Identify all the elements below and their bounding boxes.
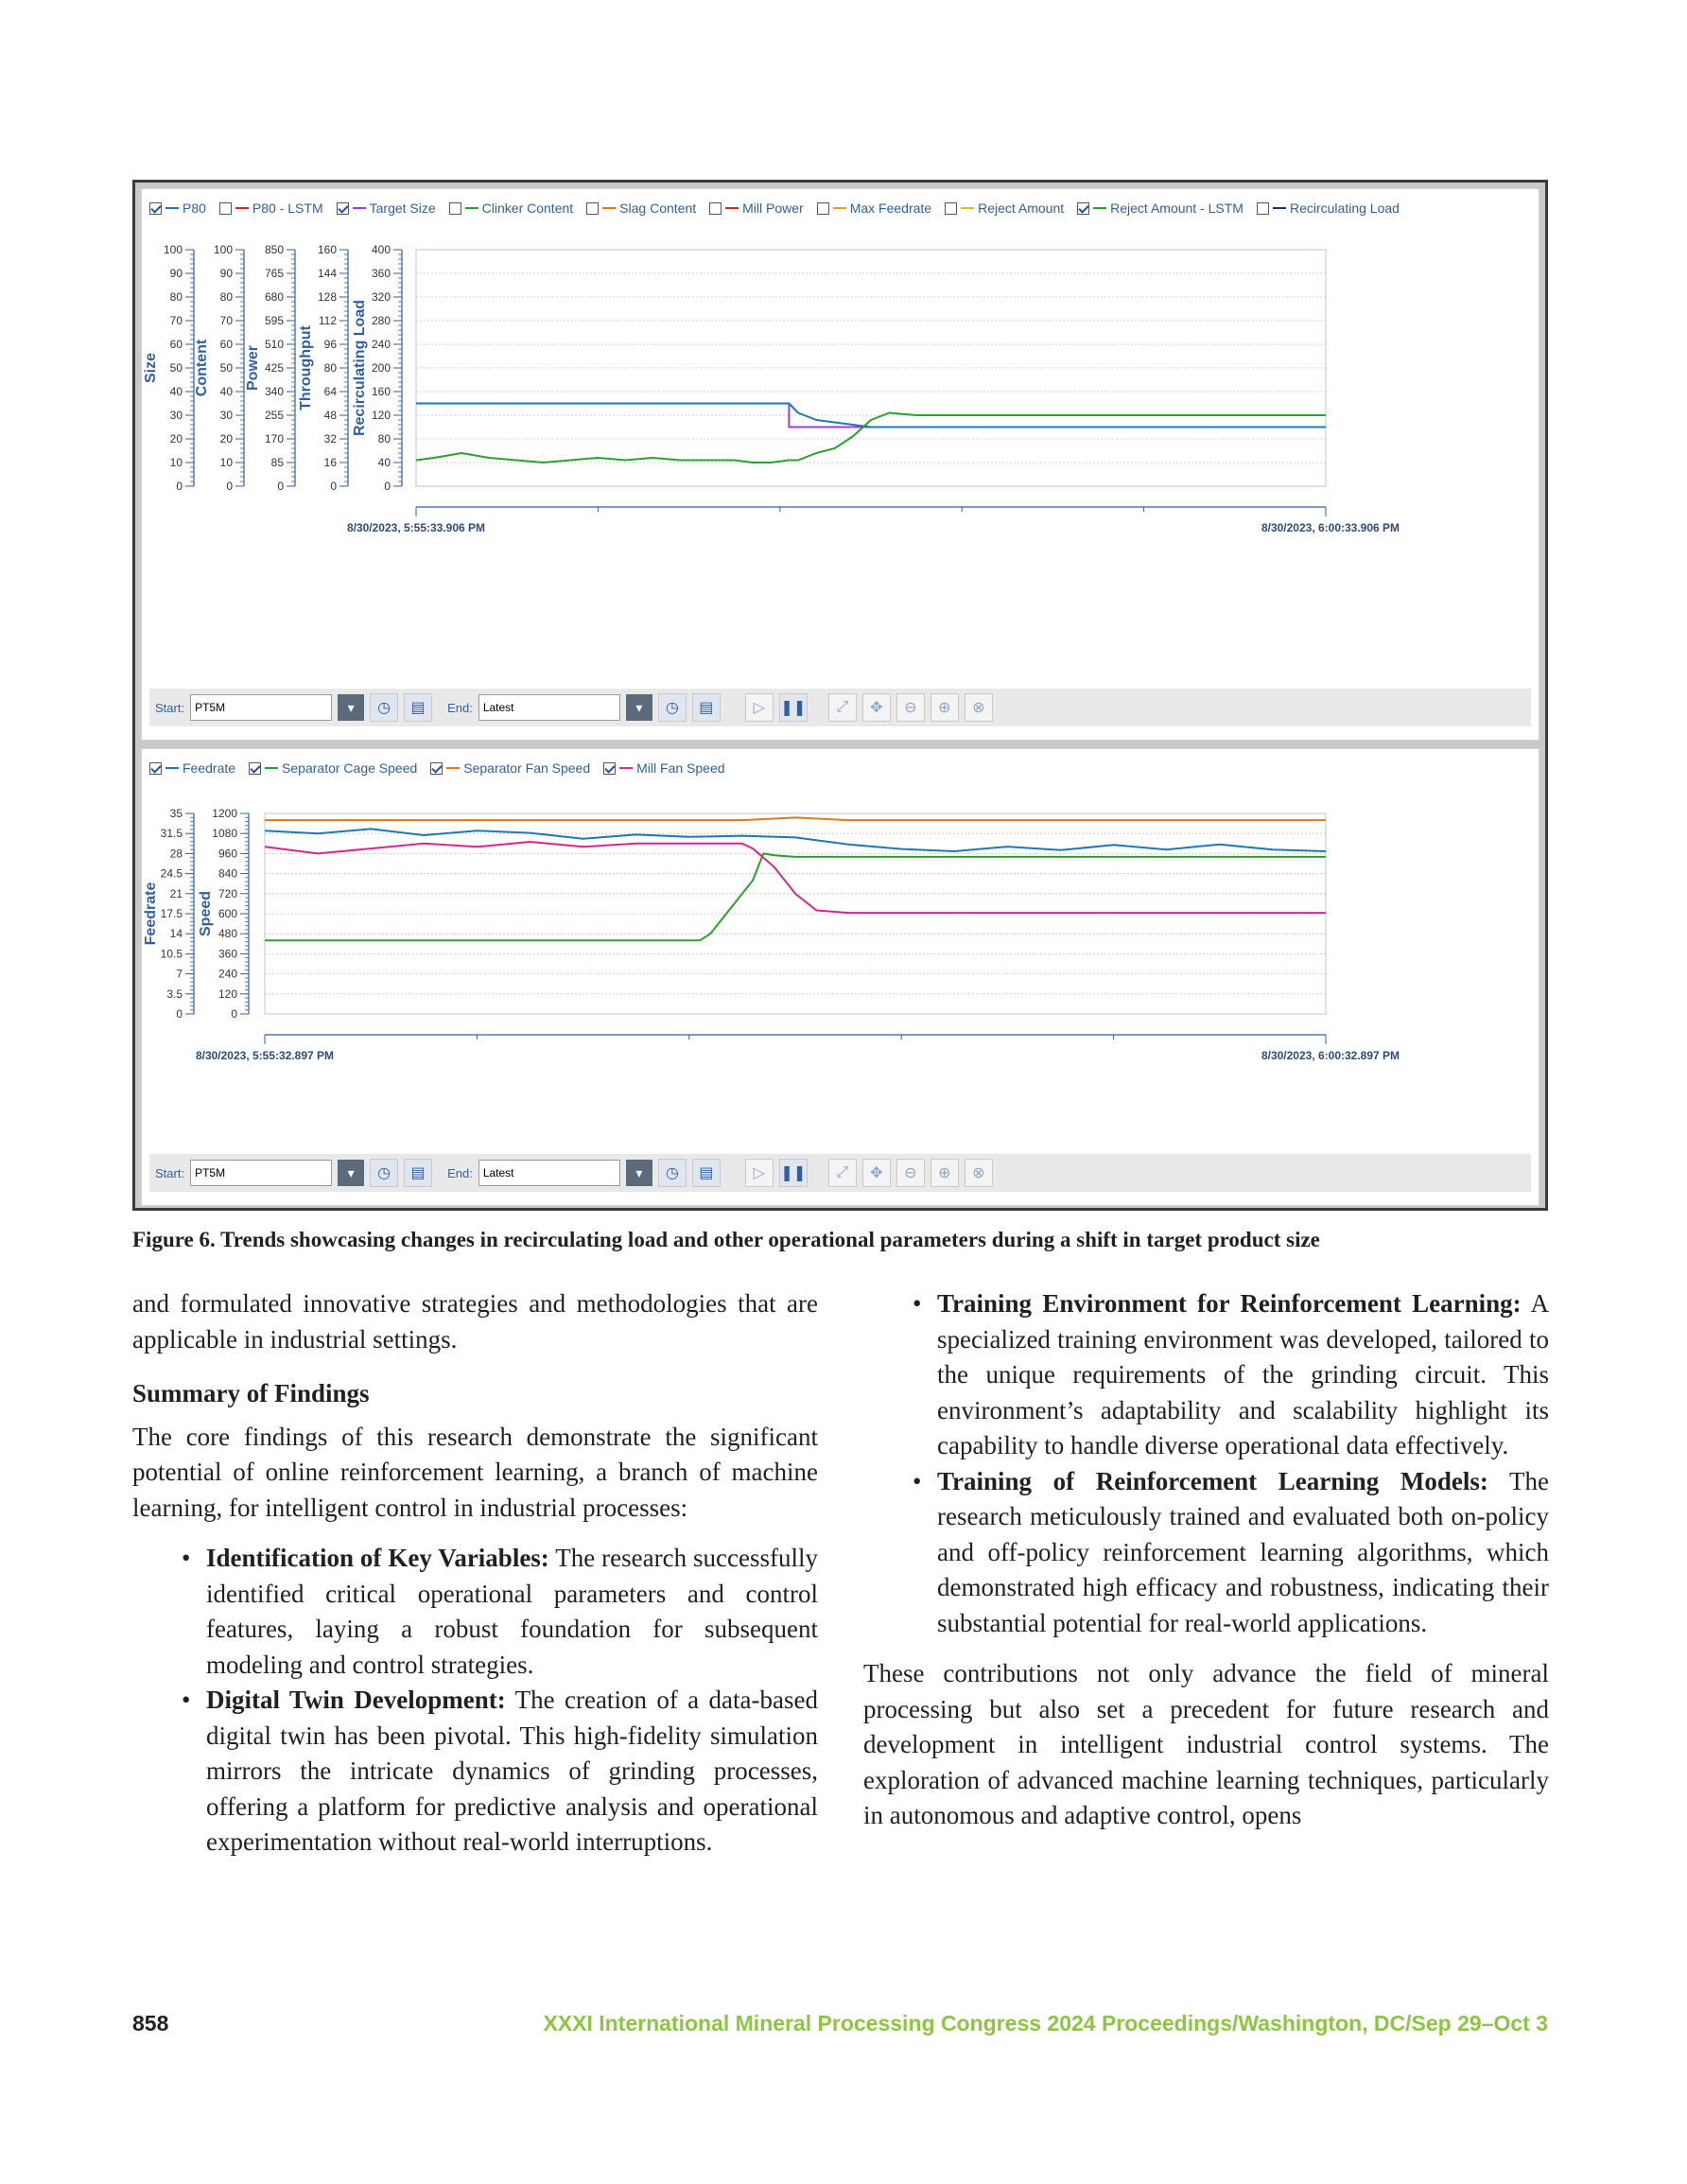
legend-item[interactable] xyxy=(1257,201,1400,216)
clock-icon[interactable]: ◷ xyxy=(658,693,687,722)
legend-item[interactable] xyxy=(337,201,436,216)
axis-title: Speed xyxy=(198,890,214,937)
zoom-out-icon[interactable]: ⊖ xyxy=(896,693,925,722)
bullet-title: Training Environment for Reinforcement Learning: xyxy=(937,1289,1522,1318)
reset-zoom-icon[interactable]: ⊗ xyxy=(965,1159,993,1187)
series-line xyxy=(265,842,1326,913)
legend-checkbox[interactable] xyxy=(219,202,232,215)
legend-item[interactable] xyxy=(149,201,206,216)
axis-tick-label: 0 xyxy=(226,480,233,493)
figure-caption: Figure 6. Trends showcasing changes in recirculating load and other operational parameters during a shift in target product size xyxy=(132,1228,1320,1251)
legend-label: P80 xyxy=(183,201,206,216)
left-column xyxy=(132,1286,818,1861)
legend-swatch xyxy=(833,207,846,209)
axis-tick-label: 40 xyxy=(377,456,391,469)
legend-swatch xyxy=(446,767,460,769)
top-toolbar xyxy=(149,689,1531,726)
axis-tick-label: 160 xyxy=(317,243,337,256)
axis-tick-label: 21 xyxy=(169,886,183,900)
calendar-icon[interactable]: ▤ xyxy=(404,1159,432,1187)
axis-tick-label: 17.5 xyxy=(160,907,183,920)
axis-tick-label: 35 xyxy=(169,807,183,820)
legend-checkbox[interactable] xyxy=(249,762,261,775)
axis-tick-label: 280 xyxy=(371,314,391,327)
move-icon[interactable]: ✥ xyxy=(862,1159,891,1187)
x-start-label: 8/30/2023, 5:55:32.897 PM xyxy=(195,1049,335,1062)
end-dropdown-button[interactable]: ▾ xyxy=(626,694,652,721)
axis-tick-label: 50 xyxy=(169,361,183,375)
axis-title: Throughput xyxy=(298,325,314,411)
legend-label: Recirculating Load xyxy=(1289,201,1400,216)
axis-tick-label: 28 xyxy=(169,847,183,861)
legend-item[interactable] xyxy=(249,760,417,776)
axis-tick-label: 0 xyxy=(384,480,391,493)
findings-paragraph: The core findings of this research demonstrate the significant potential of online reinforcement learning, a branch of machine learning, for intelligent control in industrial processes: xyxy=(132,1422,818,1522)
pan-icon[interactable]: ⤢ xyxy=(828,1159,857,1187)
bullet-title: Identification of Key Variables: xyxy=(206,1544,549,1572)
legend-swatch xyxy=(619,767,633,769)
start-label: Start: xyxy=(155,700,185,715)
zoom-out-icon[interactable]: ⊖ xyxy=(896,1159,925,1187)
axis-tick-label: 0 xyxy=(176,1007,183,1021)
bullet-icon: • xyxy=(182,1686,191,1714)
axis-tick-label: 30 xyxy=(219,409,233,422)
legend-item[interactable] xyxy=(1077,201,1244,216)
series-line xyxy=(416,413,1326,463)
bullet-item xyxy=(132,1541,818,1683)
x-start-label: 8/30/2023, 5:55:33.906 PM xyxy=(346,521,486,534)
legend-checkbox[interactable] xyxy=(430,762,443,775)
axis-tick-label: 240 xyxy=(217,967,237,981)
bullet-title: Training of Reinforcement Learning Models: xyxy=(937,1466,1488,1495)
axis-tick-label: 3.5 xyxy=(166,987,183,1001)
bottom-chart xyxy=(142,785,1539,1152)
axis-tick-label: 240 xyxy=(371,338,391,351)
axis-tick-label: 90 xyxy=(219,267,233,280)
axis-tick-label: 170 xyxy=(264,432,284,446)
legend-swatch xyxy=(165,207,179,209)
legend-checkbox[interactable] xyxy=(945,202,957,215)
axis-tick-label: 0 xyxy=(277,480,284,493)
legend-swatch xyxy=(265,767,278,769)
legend-label: Target Size xyxy=(369,201,436,216)
legend-checkbox[interactable] xyxy=(337,202,349,215)
axis-tick-label: 510 xyxy=(264,338,284,351)
axis-tick-label: 14 xyxy=(169,927,183,941)
bullet-title: Digital Twin Development: xyxy=(206,1686,506,1714)
axis-tick-label: 20 xyxy=(219,432,233,446)
axis-tick-label: 24.5 xyxy=(160,866,183,881)
legend-item[interactable] xyxy=(149,760,235,776)
clock-icon[interactable]: ◷ xyxy=(370,1159,398,1187)
legend-label: P80 - LSTM xyxy=(252,201,323,216)
axis-tick-label: 10.5 xyxy=(160,947,183,961)
figure-6 xyxy=(132,180,1548,1211)
top-chart-pane xyxy=(141,188,1539,741)
bullet-text: The research successfully identified critical operational parameters and control features, laying a robust foundation for subsequent modeling and control strategies. xyxy=(206,1544,818,1679)
legend-label: Separator Cage Speed xyxy=(282,760,418,776)
axis-tick-label: 20 xyxy=(169,432,183,446)
start-dropdown-button[interactable]: ▾ xyxy=(338,1160,364,1186)
legend-item[interactable] xyxy=(219,201,323,216)
legend-label: Max Feedrate xyxy=(849,201,932,216)
end-dropdown-button[interactable]: ▾ xyxy=(626,1160,652,1186)
axis-tick-label: 60 xyxy=(219,338,233,351)
start-input[interactable]: PT5M xyxy=(190,1160,332,1186)
legend-swatch xyxy=(602,207,616,209)
clock-icon[interactable]: ◷ xyxy=(370,693,398,722)
legend-label: Clinker Content xyxy=(481,201,574,216)
axis-tick-label: 70 xyxy=(169,314,183,327)
legend-swatch xyxy=(353,207,366,209)
calendar-icon[interactable]: ▤ xyxy=(404,693,432,722)
top-legend xyxy=(149,197,1531,219)
legend-checkbox[interactable] xyxy=(449,202,461,215)
axis-tick-label: 360 xyxy=(371,267,391,280)
legend-item[interactable] xyxy=(449,201,574,216)
bullet-text: The creation of a data-based digital twin has been pivotal. This high-fidelity simulation mirrors the intricate dynamics of grinding processes, offering a platform for predictive analysis and operational experimentation without real-world interruptions. xyxy=(206,1686,818,1856)
axis-tick-label: 425 xyxy=(264,361,284,375)
end-label: End: xyxy=(447,1165,473,1180)
axis-tick-label: 40 xyxy=(169,385,183,398)
axis-tick-label: 80 xyxy=(377,432,391,446)
legend-checkbox[interactable] xyxy=(709,202,722,215)
axis-tick-label: 340 xyxy=(264,385,284,398)
legend-swatch xyxy=(465,207,478,209)
legend-swatch xyxy=(165,767,179,769)
legend-label: Separator Fan Speed xyxy=(463,760,591,776)
bullet-icon: • xyxy=(182,1544,191,1572)
bullet-text: The research meticulously trained and evaluated both on-policy and off-policy reinforcement learning algorithms, which demonstrated high efficacy and robustness, indicating their substantial potential for real-world applications. xyxy=(937,1466,1549,1637)
axis-tick-label: 320 xyxy=(371,290,391,304)
right-column xyxy=(863,1286,1549,1834)
axis-tick-label: 50 xyxy=(219,361,233,375)
legend-item[interactable] xyxy=(603,760,724,776)
series-line xyxy=(265,829,1326,851)
axis-tick-label: 10 xyxy=(219,456,233,469)
end-input[interactable]: Latest xyxy=(478,1160,620,1186)
bottom-toolbar xyxy=(149,1154,1531,1192)
calendar-icon[interactable]: ▤ xyxy=(692,1159,721,1187)
axis-tick-label: 40 xyxy=(219,385,233,398)
axis-tick-label: 960 xyxy=(217,847,237,861)
axis-tick-label: 400 xyxy=(371,243,391,256)
legend-swatch xyxy=(961,207,974,209)
conclusion-paragraph: These contributions not only advance the field of mineral processing but also set a precedent for future research and development in intelligent industrial control systems. The exploration of advanced machine learning techniques, particularly in autonomous and adaptive control, opens xyxy=(863,1659,1549,1829)
move-icon[interactable]: ✥ xyxy=(862,693,891,722)
legend-checkbox[interactable] xyxy=(1257,202,1269,215)
legend-label: Mill Power xyxy=(742,201,804,216)
axis-tick-label: 48 xyxy=(323,409,337,422)
x-end-label: 8/30/2023, 6:00:32.897 PM xyxy=(1261,1049,1400,1062)
zoom-in-icon[interactable]: ⊕ xyxy=(930,1159,959,1187)
axis-tick-label: 840 xyxy=(217,866,237,881)
bullet-item xyxy=(863,1464,1549,1642)
axis-tick-label: 64 xyxy=(323,385,337,398)
section-heading: Summary of Findings xyxy=(132,1379,370,1407)
bullet-icon: • xyxy=(913,1466,922,1495)
bullet-icon: • xyxy=(913,1289,922,1318)
axis-tick-label: 480 xyxy=(217,927,237,941)
legend-label: Feedrate xyxy=(183,760,236,776)
legend-checkbox[interactable] xyxy=(149,762,162,775)
axis-tick-label: 80 xyxy=(169,290,183,304)
series-line xyxy=(265,817,1326,820)
legend-checkbox[interactable] xyxy=(1077,202,1089,215)
axis-tick-label: 1200 xyxy=(212,807,237,820)
clock-icon[interactable]: ◷ xyxy=(658,1159,687,1187)
axis-tick-label: 96 xyxy=(323,338,337,351)
legend-checkbox[interactable] xyxy=(586,202,599,215)
axis-tick-label: 850 xyxy=(264,243,284,256)
axis-tick-label: 0 xyxy=(231,1007,237,1021)
axis-tick-label: 7 xyxy=(176,967,183,981)
axis-tick-label: 1080 xyxy=(212,827,237,841)
axis-tick-label: 0 xyxy=(330,480,337,493)
axis-tick-label: 680 xyxy=(264,290,284,304)
axis-tick-label: 112 xyxy=(318,314,337,327)
axis-tick-label: 600 xyxy=(217,907,237,920)
legend-label: Slag Content xyxy=(619,201,697,216)
legend-swatch xyxy=(1273,207,1286,209)
pause-icon[interactable]: ❚❚ xyxy=(779,1159,808,1187)
axis-tick-label: 32 xyxy=(323,432,337,446)
axis-tick-label: 80 xyxy=(219,290,233,304)
axis-tick-label: 10 xyxy=(169,456,183,469)
play-icon[interactable]: ▷ xyxy=(745,693,774,722)
axis-tick-label: 128 xyxy=(317,290,337,304)
axis-tick-label: 16 xyxy=(323,456,337,469)
axis-tick-label: 200 xyxy=(371,361,391,375)
axis-tick-label: 90 xyxy=(169,267,183,280)
bullet-text: A specialized training environment was developed, tailored to the unique requirements of the grinding circuit. This environment’s adaptability and scalability highlight its capability to handle diverse operational data effectively. xyxy=(937,1289,1549,1459)
axis-tick-label: 70 xyxy=(219,314,233,327)
legend-swatch xyxy=(725,207,739,209)
axis-tick-label: 120 xyxy=(217,987,237,1001)
axis-tick-label: 0 xyxy=(176,480,183,493)
axis-title: Recirculating Load xyxy=(352,299,368,437)
axis-tick-label: 120 xyxy=(371,409,391,422)
start-label: Start: xyxy=(155,1165,185,1180)
top-chart xyxy=(142,225,1539,679)
axis-tick-label: 100 xyxy=(213,243,233,256)
legend-item[interactable] xyxy=(430,760,590,776)
axis-tick-label: 360 xyxy=(217,947,237,961)
axis-tick-label: 160 xyxy=(371,385,391,398)
legend-swatch xyxy=(235,207,249,209)
legend-label: Reject Amount xyxy=(978,201,1065,216)
zoom-in-icon[interactable]: ⊕ xyxy=(930,693,959,722)
legend-item[interactable] xyxy=(586,201,696,216)
play-icon[interactable]: ▷ xyxy=(745,1159,774,1187)
bullet-item xyxy=(132,1683,818,1861)
legend-checkbox[interactable] xyxy=(149,202,162,215)
axis-tick-label: 85 xyxy=(270,456,284,469)
end-label: End: xyxy=(447,700,473,715)
legend-item[interactable] xyxy=(945,201,1064,216)
legend-label: Mill Fan Speed xyxy=(636,760,725,776)
series-line xyxy=(265,853,1326,940)
legend-checkbox[interactable] xyxy=(603,762,616,775)
x-end-label: 8/30/2023, 6:00:33.906 PM xyxy=(1261,521,1400,534)
pan-icon[interactable]: ⤢ xyxy=(828,693,857,722)
axis-tick-label: 765 xyxy=(264,267,284,280)
axis-tick-label: 144 xyxy=(317,267,337,280)
axis-tick-label: 255 xyxy=(264,409,284,422)
bottom-chart-pane xyxy=(141,748,1539,1206)
start-dropdown-button[interactable]: ▾ xyxy=(338,694,364,721)
axis-tick-label: 720 xyxy=(217,886,237,900)
intro-paragraph: and formulated innovative strategies and methodologies that are applicable in industrial settings. xyxy=(132,1289,818,1354)
axis-tick-label: 30 xyxy=(169,409,183,422)
legend-item[interactable] xyxy=(817,201,931,216)
bullet-item xyxy=(863,1286,1549,1464)
page-number: 858 xyxy=(132,2011,169,2035)
axis-title: Power xyxy=(245,344,261,392)
axis-title: Size xyxy=(143,352,159,384)
axis-tick-label: 60 xyxy=(169,338,183,351)
axis-tick-label: 31.5 xyxy=(160,827,183,841)
bottom-legend xyxy=(149,757,1531,779)
legend-checkbox[interactable] xyxy=(817,202,829,215)
reset-zoom-icon[interactable]: ⊗ xyxy=(965,693,993,722)
axis-tick-label: 80 xyxy=(323,361,337,375)
axis-tick-label: 100 xyxy=(163,243,183,256)
calendar-icon[interactable]: ▤ xyxy=(692,693,721,722)
start-input[interactable]: PT5M xyxy=(190,694,332,721)
legend-swatch xyxy=(1093,207,1106,209)
axis-tick-label: 595 xyxy=(264,314,284,327)
legend-item[interactable] xyxy=(709,201,804,216)
axis-title: Content xyxy=(194,339,210,397)
legend-label: Reject Amount - LSTM xyxy=(1110,201,1244,216)
pause-icon[interactable]: ❚❚ xyxy=(779,693,808,722)
axis-title: Feedrate xyxy=(143,882,159,946)
journal-footer: XXXI International Mineral Processing Congress 2024 Proceedings/Washington, DC/Sep 29–Oct 3 xyxy=(543,2011,1548,2035)
end-input[interactable]: Latest xyxy=(478,694,620,721)
